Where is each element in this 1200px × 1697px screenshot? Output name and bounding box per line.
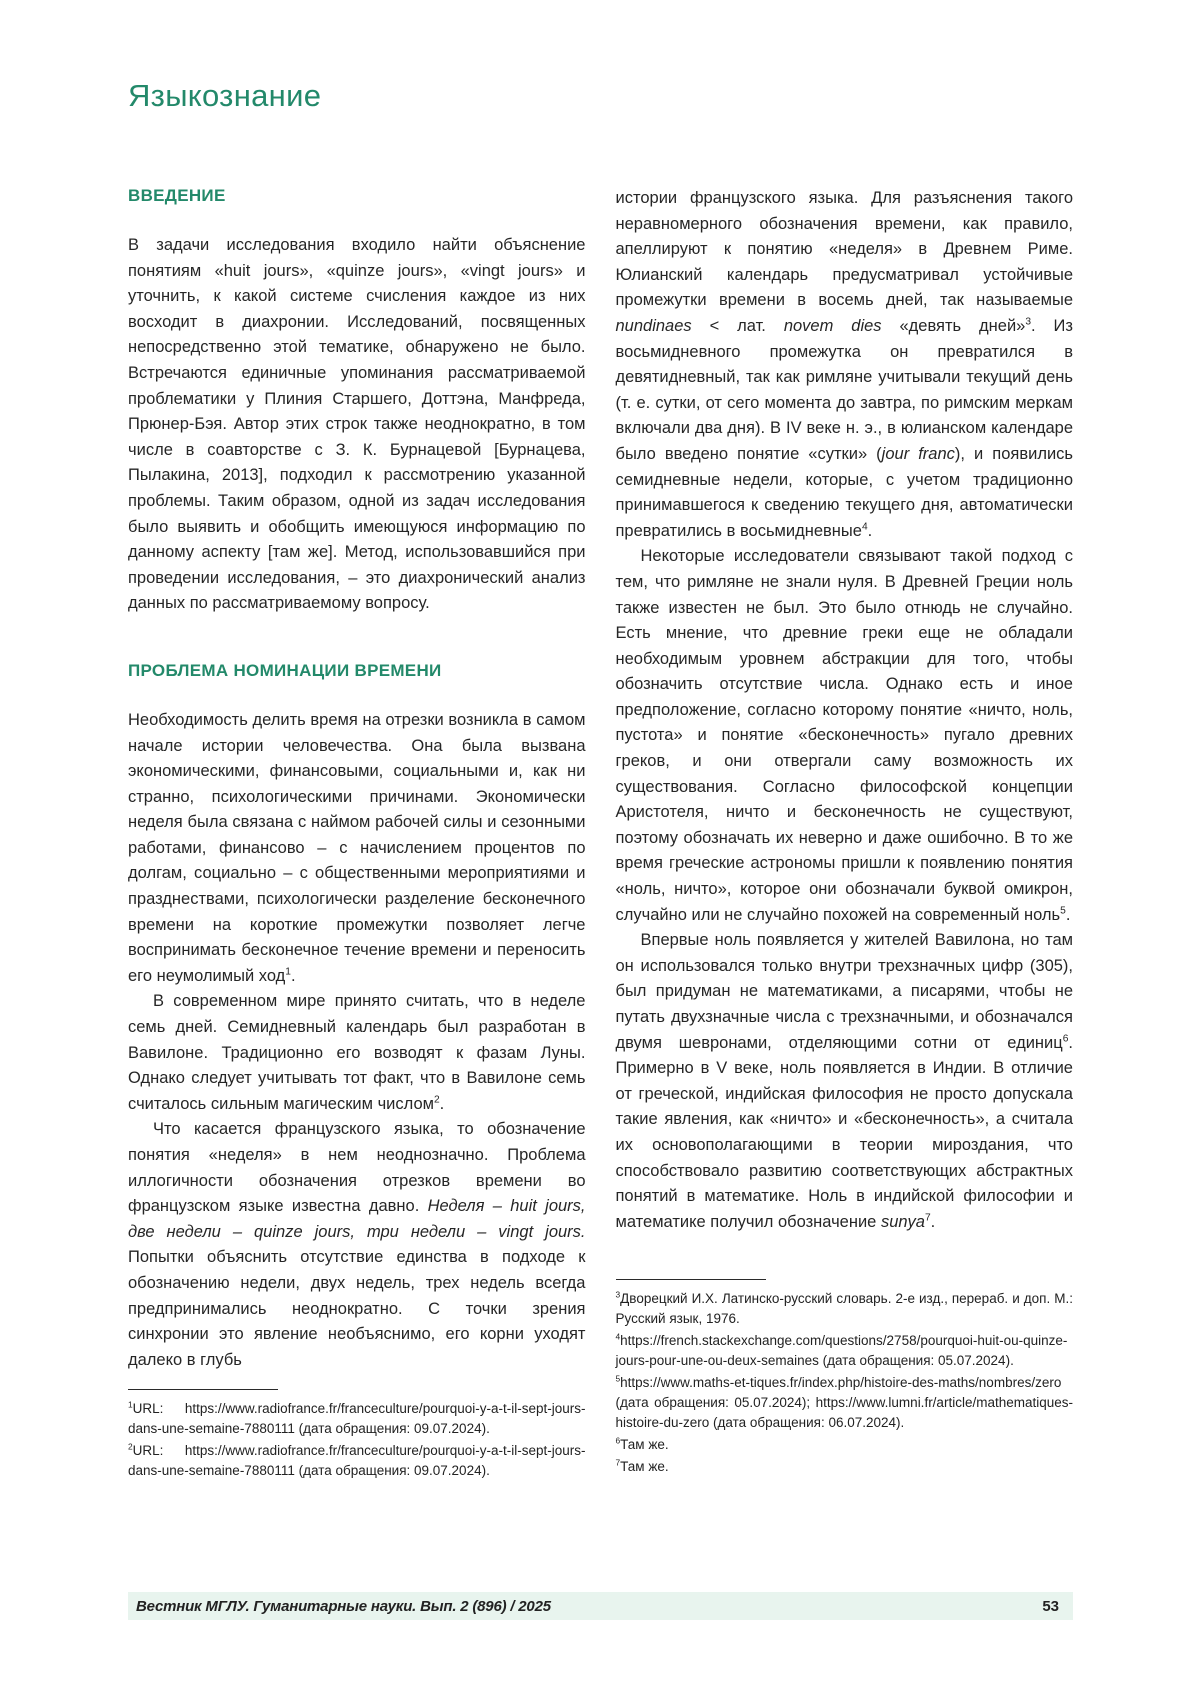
journal-title: Вестник МГЛУ. Гуманитарные науки. Вып. 2 (896) / 2025 bbox=[136, 1597, 551, 1615]
footnote: $^2$URL: https://www.radiofrance.fr/franceculture/pourquoi-y-a-t-il-sept-jours-dans-une-semaine-7880111 (дата обращения: 09.07.2024). bbox=[128, 1441, 586, 1479]
paragraph: Необходимость делить время на отрезки возникла в самом начале истории человечества. Она была вызвана экономическими, финансовыми, социальными и, как ни странно, психологическими причинами. Экономически неделя была связана с наймом рабочей силы и сезонными работами, финансово – с начислением процентов по долгам, социально – с общественными мероприятиями и празднествами, психологически разделение бесконечного времени на короткие промежутки позволяет легче воспринимать бесконечное течение времени и переносить его неумолимый ход$^1$. bbox=[128, 710, 586, 985]
footnotes-left bbox=[128, 1389, 586, 1481]
footnote: $^3$Дворецкий И.Х. Латинско-русский словарь. 2-е изд., перераб. и доп. М.: Русский язык, 1976. bbox=[615, 1289, 1073, 1327]
paragraph: Некоторые исследователи связывают такой подход с тем, что римляне не знали нуля. В Древней Греции ноль также известен не был. Это было отнюдь не случайно. Есть мнение, что древние греки еще не обладали необходимым уровнем абстракции для того, чтобы обозначить отсутствие числа. Однако есть и иное предположение, согласно которому понятие «ничто, ноль, пустота» и понятие «бесконечность» пугало древних греков, и они отвергали саму возможность их существования. Согласно философской концепции Аристотеля, ничто и бесконечность не существуют, поэтому обозначать их неверно и даже ошибочно. В то же время греческие астрономы пришли к появлению понятия «ноль, ничто», которое они обозначали буквой омикрон, случайно или не случайно похожей на современный ноль$^5$. bbox=[615, 547, 1073, 924]
section-heading-problem: ПРОБЛЕМА НОМИНАЦИИ ВРЕМЕНИ bbox=[128, 660, 442, 680]
footnote-divider bbox=[616, 1279, 766, 1280]
page-footer bbox=[128, 1592, 1073, 1620]
rubric-title: Языкознание bbox=[128, 78, 322, 113]
paragraph: В современном мире принято считать, что в неделе семь дней. Семидневный календарь был разработан в Вавилоне. Традиционно его возводят к фазам Луны. Однако следует учитывать тот факт, что в Вавилоне семь считалось сильным магическим числом$^2$. bbox=[128, 992, 586, 1113]
paragraph: истории французского языка. Для разъяснения такого неравномерного обозначения времени, как правило, апеллируют к понятию «неделя» в Древнем Риме. Юлианский календарь предусматривал устойчивые промежутки времени в восемь дней, так называемые nundinaes < лат. novem dies «девять дней»$^3$. Из восьмидневного промежутка он превратился в девятидневный, так как римляне учитывали текущий день (т. е. сутки, от сего момента до завтра, по римским меркам включали два дня). В IV веке н. э., в юлианском календаре было введено понятие «сутки» (jour franc), и появились семидневные недели, которые, с учетом традиционно принимавшегося к сведению текущего дня, автоматически превратились в восьмидневные$^4$. bbox=[615, 189, 1074, 540]
footnote: $^1$URL: https://www.radiofrance.fr/franceculture/pourquoi-y-a-t-il-sept-jours-dans-une-semaine-7880111 (дата обращения: 09.07.2024). bbox=[128, 1399, 586, 1437]
two-column-text bbox=[128, 186, 1073, 1483]
paragraph: В задачи исследования входило найти объяснение понятиям «huit jours», «quinze jours», «vingt jours» и уточнить, к какой системе счисления каждое из них восходит в диахронии. Исследований, посвященных непосредственно этой тематике, обнаружено не было. Встречаются единичные упоминания рассматриваемой проблематики у Плиния Старшего, Доттэна, Манфреда, Прюнер-Бэя. Автор этих строк также неоднократно, в том числе в соавторстве с З. К. Бурнацевой [Бурнацева, Пылакина, 2013], подходил к рассмотрению указанной проблемы. Таким образом, одной из задач исследования было выявить и обобщить имеющуюся информацию по данному аспекту [там же]. Метод, использовавшийся при проведении исследования, – это диахронический анализ данных по рассматриваемому вопросу. bbox=[128, 236, 586, 613]
footnote: $^7$Там же. bbox=[615, 1457, 669, 1475]
paragraph: Впервые ноль появляется у жителей Вавилона, но там он использовался только внутри трехзначных цифр (305), был придуман не математиками, а писарями, чтобы не путать двухзначные числа с трехзначными, и обозначался двумя шевронами, отделяющими сотни от единиц$^6$. Примерно в V веке, ноль появляется в Индии. В отличие от греческой, индийская философия не просто допускала такие явления, как «ничто» и «бесконечность», а считала их основополагающими в теории мироздания, что способствовало развитию соответствующих абстрактных понятий в математике. Ноль в индийской философии и математике получил обозначение sunya$^7$. bbox=[615, 931, 1073, 1231]
paragraph: Что касается французского языка, то обозначение понятия «неделя» в нем неоднозначно. Проблема иллогичности обозначения отрезков времени во французском языке известна давно. Неделя – huit jours, две недели – quinze jours, три недели – vingt jours. Попытки объяснить отсутствие единства в подходе к обозначению недели, двух недель, трех недель всегда предпринимались неоднократно. С точки зрения синхронии это явление необъяснимо, его корни уходят далеко в глубь bbox=[128, 1120, 586, 1369]
footnote-divider bbox=[128, 1389, 278, 1390]
left-column bbox=[128, 186, 586, 1483]
footnote: $^6$Там же. bbox=[615, 1435, 669, 1453]
footnote: $^4$https://french.stackexchange.com/questions/2758/pourquoi-huit-ou-quinze-jours-pour-une-ou-deux-semaines (дата обращения: 05.07.2024). bbox=[615, 1331, 1068, 1369]
section-heading-introduction: ВВЕДЕНИЕ bbox=[128, 186, 226, 205]
footnote: $^5$https://www.maths-et-tiques.fr/index.php/histoire-des-maths/nombres/zero (дата обращения: 05.07.2024); https://www.lumni.fr/article/mathematiques-histoire-du-zero (дата обращения: 06.07.2024). bbox=[615, 1373, 1073, 1431]
footnotes-right bbox=[616, 1279, 1074, 1477]
page-number: 53 bbox=[1042, 1597, 1059, 1615]
right-column bbox=[616, 186, 1074, 1483]
